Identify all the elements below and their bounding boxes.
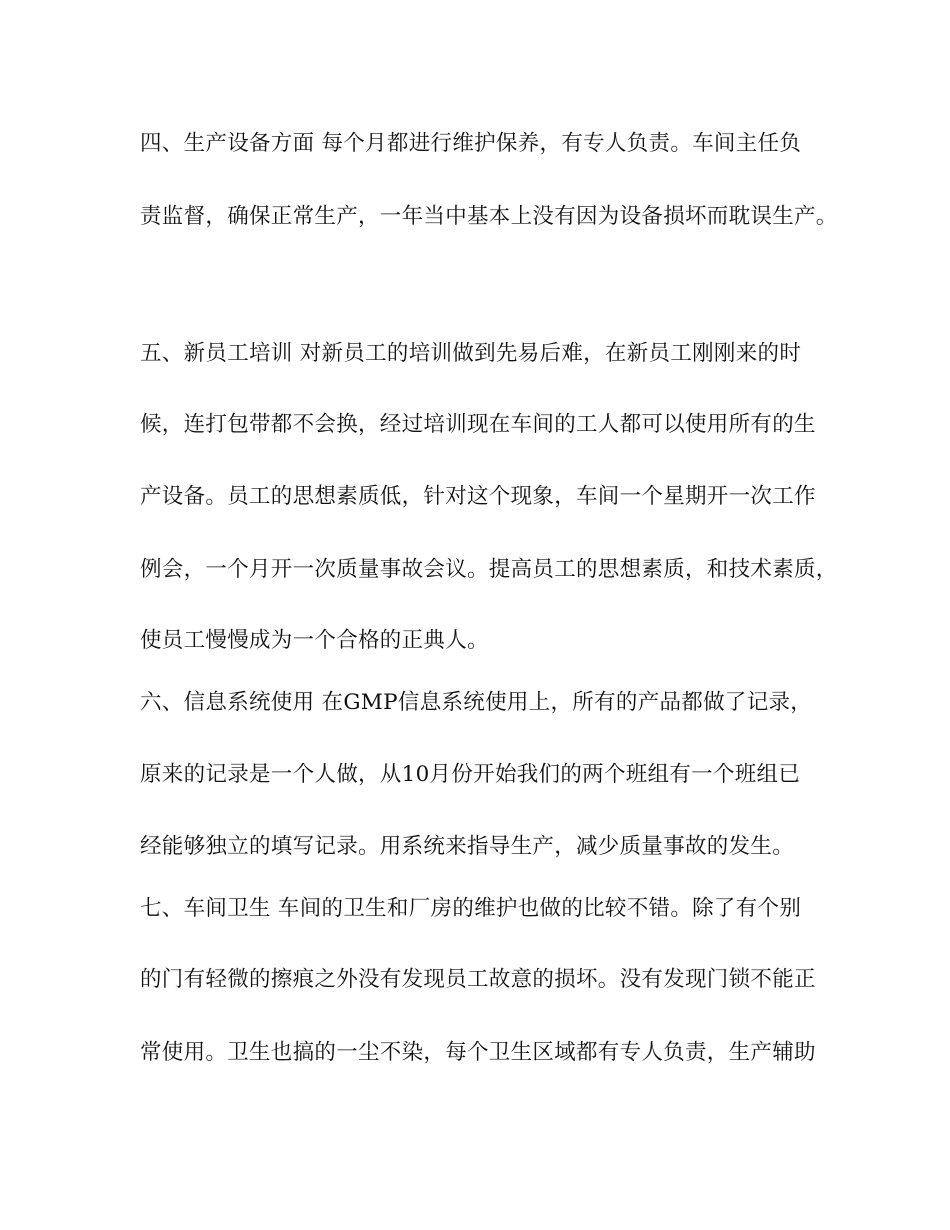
paragraph-5-line-2: 候，连打包带都不会换，经过培训现在车间的工人都可以使用所有的生 bbox=[140, 412, 816, 437]
paragraph-5-line-5: 使员工慢慢成为一个合格的正典人。 bbox=[140, 628, 489, 653]
paragraph-6-line-1: 六、信息系统使用 在GMP信息系统使用上，所有的产品都做了记录， bbox=[140, 690, 813, 715]
paragraph-5-line-4: 例会，一个月开一次质量事故会议。提高员工的思想素质，和技术素质， bbox=[140, 557, 838, 582]
paragraph-5-line-1: 五、新员工培训 对新员工的培训做到先易后难，在新员工刚刚来的时 bbox=[140, 341, 802, 366]
paragraph-4-line-1: 四、生产设备方面 每个月都进行维护保养，有专人负责。车间主任负 bbox=[140, 131, 802, 156]
paragraph-7-line-1: 七、车间卫生 车间的卫生和厂房的维护也做的比较不错。除了有个别 bbox=[140, 896, 802, 921]
paragraph-7-line-3: 常使用。卫生也搞的一尘不染，每个卫生区域都有专人负责，生产辅助 bbox=[140, 1040, 816, 1065]
paragraph-4-line-2: 责监督，确保正常生产，一年当中基本上没有因为设备损坏而耽误生产。 bbox=[140, 204, 838, 229]
paragraph-7-line-2: 的门有轻微的擦痕之外没有发现员工故意的损坏。没有发现门锁不能正 bbox=[140, 967, 816, 992]
paragraph-6-line-3: 经能够独立的填写记录。用系统来指导生产，减少质量事故的发生。 bbox=[140, 834, 795, 859]
paragraph-5-line-3: 产设备。员工的思想素质低，针对这个现象，车间一个星期开一次工作 bbox=[140, 484, 816, 509]
paragraph-6-line-2: 原来的记录是一个人做，从10月份开始我们的两个班组有一个班组已 bbox=[140, 762, 801, 787]
